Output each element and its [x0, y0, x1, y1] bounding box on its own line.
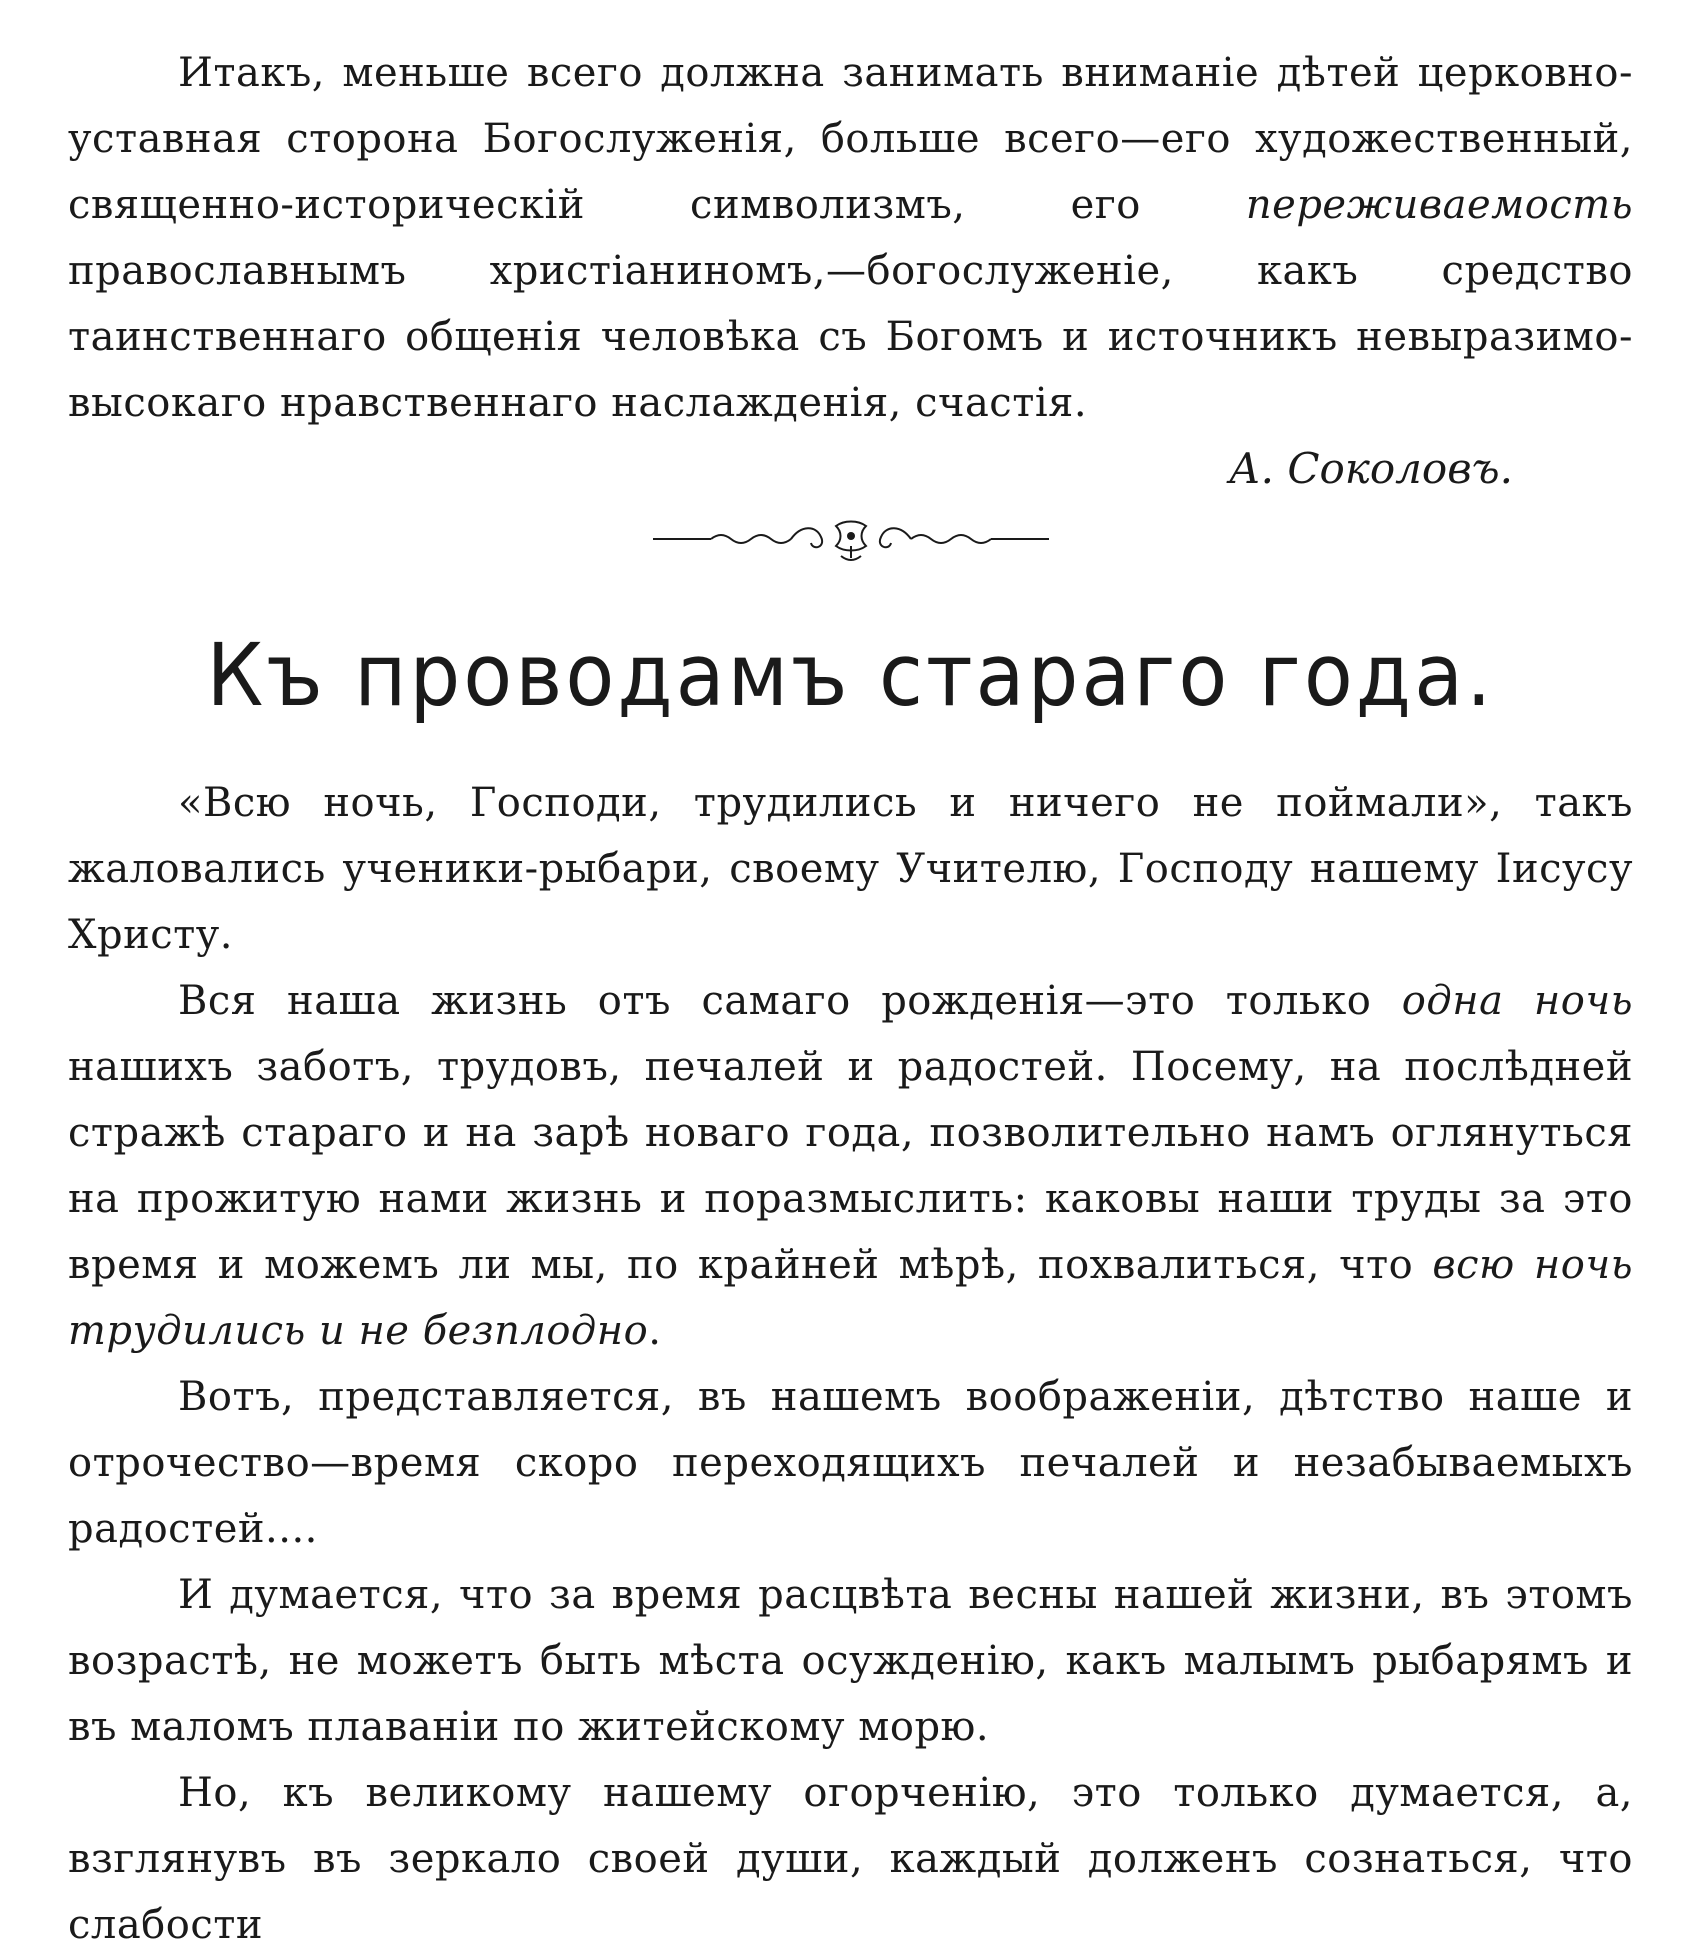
paragraph-text: православнымъ христіаниномъ,—богослуженіе, какъ средство таинственнаго общенія человѣка съ Богомъ и источникъ невыразимо-высокаго нравственнаго наслажденія, счастія.	[68, 248, 1633, 426]
ornament-icon	[651, 516, 1051, 562]
emphasized-text: всю ночь трудились и не безплодно	[68, 1242, 1634, 1354]
article2-paragraph-1: «Всю ночь, Господи, трудились и ничего не поймали», такъ жаловались ученики-рыбари, своему Учителю, Господу нашему Іисусу Христу.	[68, 780, 1633, 958]
emphasized-text: одна ночь	[1401, 978, 1634, 1024]
author-signature: А. Соколовъ.	[1228, 444, 1513, 493]
article2-paragraph-4: И думается, что за время расцвѣта весны нашей жизни, въ этомъ возрастѣ, не можетъ быть мѣста осужденію, какъ малымъ рыбарямъ и въ маломъ плаваніи по житейскому морю.	[68, 1572, 1633, 1750]
article2-paragraph-3: Вотъ, представляется, въ нашемъ воображеніи, дѣтство наше и отрочество—время скоро переходящихъ печалей и незабываемыхъ радостей....	[68, 1374, 1633, 1552]
article2-paragraph-2	[68, 968, 1633, 1364]
article2-paragraph-5: Но, къ великому нашему огорченію, это только думается, а, взглянувъ въ зеркало своей души, каждый долженъ сознаться, что слабости	[68, 1770, 1633, 1948]
document-page	[68, 40, 1633, 1958]
paragraph-text: Вся наша жизнь отъ самаго рожденія—это только	[178, 978, 1402, 1024]
paragraph-text: Итакъ, меньше всего должна занимать вниманіе дѣтей церковно-уставная сторона Богослуженія, больше всего—его художественный, священно-историческій символизмъ, его	[68, 50, 1633, 228]
paragraph-text: .	[648, 1308, 662, 1354]
paragraph-text: нашихъ заботъ, трудовъ, печалей и радостей. Посему, на послѣдней стражѣ стараго и на зарѣ новаго года, позволительно намъ оглянуться на прожитую нами жизнь и поразмыслить: каковы наши труды за это время и можемъ ли мы, по крайней мѣрѣ, похвалиться, что	[68, 1044, 1633, 1288]
article-title: Къ проводамъ стараго года.	[206, 625, 1495, 726]
section-divider-ornament	[68, 516, 1633, 562]
emphasized-text: переживаемость	[1245, 182, 1633, 228]
article1-closing-paragraph	[68, 40, 1633, 436]
